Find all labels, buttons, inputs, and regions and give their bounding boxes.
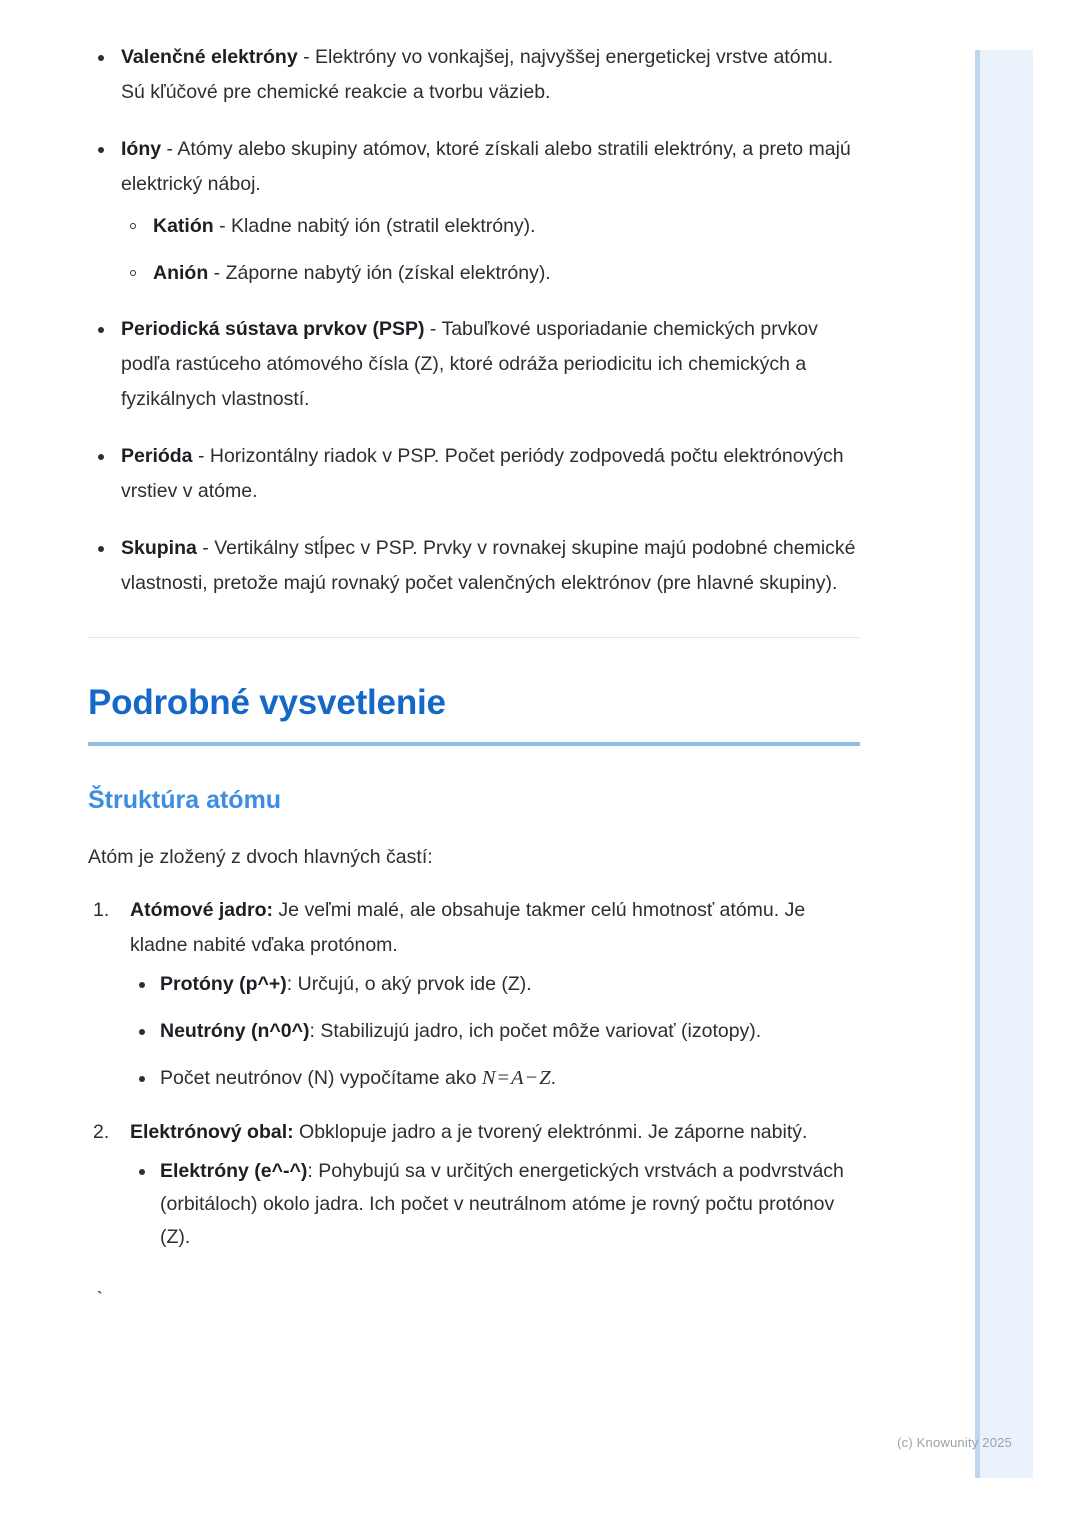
list-item <box>121 257 860 290</box>
footer-copyright: (c) Knowunity 2025 <box>897 1435 1012 1450</box>
formula-lhs: N <box>481 1067 496 1089</box>
numbered-term: Elektrónový obal: <box>130 1121 294 1143</box>
sub-separator: : <box>307 1160 319 1182</box>
glossary-sublist <box>121 210 860 290</box>
structure-sublist <box>130 968 860 1095</box>
list-item <box>88 312 860 417</box>
list-item-formula <box>130 1062 860 1095</box>
sub-definition: Stabilizujú jadro, ich počet môže variovať (izotopy). <box>320 1020 762 1042</box>
sub-separator: : <box>309 1020 321 1042</box>
list-item <box>130 968 860 1001</box>
list-item <box>130 1155 860 1254</box>
glossary-term: Perióda <box>121 445 193 467</box>
neutron-count-formula <box>482 1067 551 1089</box>
glossary-term: Valenčné elektróny <box>121 46 298 68</box>
glossary-term: Ióny <box>121 138 162 160</box>
glossary-dash: - <box>297 46 316 68</box>
glossary-term: Periodická sústava prvkov (PSP) <box>121 318 425 340</box>
page-title: Podrobné vysvetlenie <box>88 683 446 722</box>
section-subtitle: Štruktúra atómu <box>88 786 282 814</box>
glossary-definition: Elektróny vo vonkajšej, najvyššej energetickej vrstve atómu. Sú kľúčové pre chemické reakcie a tvorbu väzieb. <box>121 46 834 103</box>
section-divider <box>88 637 860 638</box>
intro-paragraph: Atóm je zložený z dvoch hlavných častí: <box>88 846 433 868</box>
glossary-definition: Atómy alebo skupiny atómov, ktoré získali alebo stratili elektróny, a preto majú elektrický náboj. <box>121 138 851 195</box>
glossary-dash: - <box>208 262 226 284</box>
sub-definition: Určujú, o aký prvok ide (Z). <box>297 973 532 995</box>
sub-definition: Pohybujú sa v určitých energetických vrstvách a podvrstvách (orbitáloch) okolo jadra. Ich počet v neutrálnom atóme je rovný počtu protónov (Z). <box>160 1160 844 1248</box>
sub-separator: : <box>286 973 298 995</box>
glossary-dash: - <box>161 138 178 160</box>
glossary-definition: Horizontálny riadok v PSP. Počet periódy zodpovedá počtu elektrónových vrstiev v atóme. <box>121 445 844 502</box>
glossary-list <box>88 40 860 601</box>
list-item <box>88 893 860 1095</box>
formula-equals: = <box>497 1067 510 1089</box>
structure-numbered-list <box>88 893 860 1254</box>
glossary-subterm: Katión <box>153 215 214 237</box>
title-underline <box>88 742 860 746</box>
glossary-definition: Vertikálny stĺpec v PSP. Prvky v rovnakej skupine majú podobné chemické vlastnosti, pretože majú rovnaký počet valenčných elektrónov (pre hlavné skupiny). <box>121 537 856 594</box>
numbered-definition: Je veľmi malé, ale obsahuje takmer celú hmotnosť atómu. Je kladne nabité vďaka protónom. <box>130 899 806 956</box>
glossary-subdefinition: Kladne nabitý ión (stratil elektróny). <box>231 215 536 237</box>
list-item <box>121 210 860 243</box>
formula-prefix: Počet neutrónov (N) vypočítame ako <box>160 1067 482 1089</box>
glossary-dash: - <box>424 318 442 340</box>
right-side-scroll-band[interactable] <box>975 50 1033 1478</box>
formula-rhs-b: Z <box>539 1067 551 1089</box>
numbered-definition: Obklopuje jadro a je tvorený elektrónmi. Je záporne nabitý. <box>293 1121 808 1143</box>
formula-rhs-a: A <box>511 1067 524 1089</box>
list-item <box>88 439 860 509</box>
glossary-subterm: Anión <box>153 262 209 284</box>
formula-minus: − <box>525 1067 538 1089</box>
sub-term: Protóny (p^+) <box>160 973 287 995</box>
list-item <box>88 132 860 290</box>
sub-term: Neutróny (n^0^) <box>160 1020 310 1042</box>
glossary-term: Skupina <box>121 537 197 559</box>
list-item <box>130 1015 860 1048</box>
sub-term: Elektróny (e^-^) <box>160 1160 308 1182</box>
glossary-dash: - <box>196 537 215 559</box>
list-item <box>88 531 860 601</box>
numbered-term: Atómové jadro: <box>130 899 274 921</box>
glossary-dash: - <box>192 445 210 467</box>
list-item <box>88 40 860 110</box>
structure-sublist <box>130 1155 860 1254</box>
stray-backtick-marker: ` <box>94 1289 106 1311</box>
list-item <box>88 1115 860 1254</box>
glossary-definition: Tabuľkové usporiadanie chemických prvkov podľa rastúceho atómového čísla (Z), ktoré odráža periodicitu ich chemických a fyzikálnych vlastností. <box>121 318 818 410</box>
formula-suffix: . <box>550 1067 557 1089</box>
glossary-subdefinition: Záporne nabytý ión (získal elektróny). <box>225 262 551 284</box>
glossary-dash: - <box>213 215 232 237</box>
